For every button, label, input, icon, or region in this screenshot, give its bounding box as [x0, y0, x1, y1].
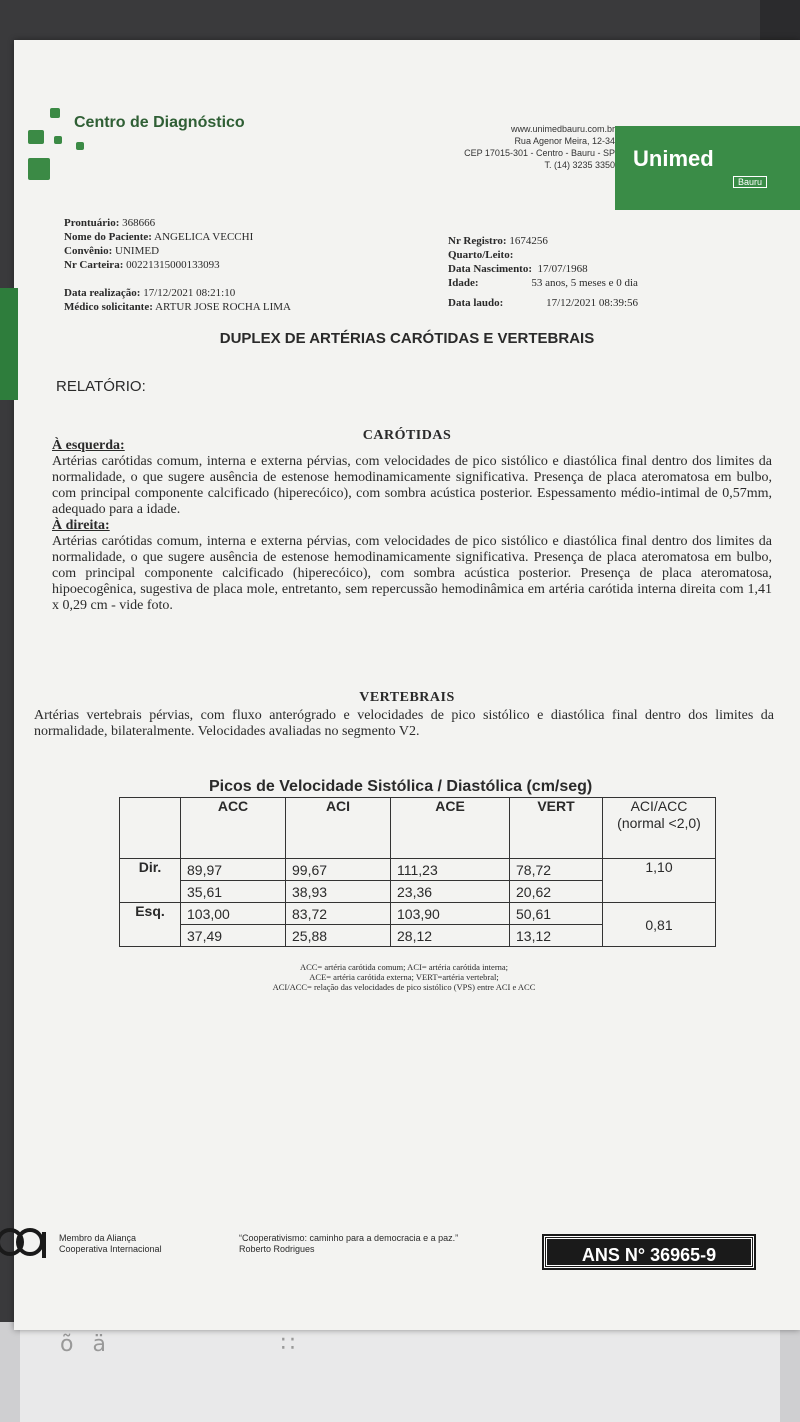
address-block — [464, 123, 615, 171]
vertebrais-title: VERTEBRAIS — [359, 690, 455, 705]
header-aci: ACI — [286, 798, 391, 859]
alliance-text — [59, 1233, 162, 1255]
table-legend — [204, 962, 604, 992]
patient-info-right — [448, 234, 638, 310]
convenio-label: Convênio: — [64, 245, 113, 257]
laudo-label: Data laudo: — [448, 297, 504, 309]
table-row — [120, 903, 716, 925]
carteira-label: Nr Carteira: — [64, 259, 124, 271]
registro-label: Nr Registro: — [448, 235, 507, 247]
medico-label: Médico solicitante: — [64, 301, 153, 313]
report-page — [14, 40, 800, 1330]
legend-line: ACI/ACC= relação das velocidades de pico sistólico (VPS) entre ACI e ACC — [272, 982, 536, 992]
velocity-table — [119, 797, 716, 947]
unimed-logo — [615, 126, 800, 210]
carteira-value: 00221315000133093 — [126, 259, 220, 271]
table-row — [120, 859, 716, 881]
ratio-esq: 0,81 — [603, 903, 716, 947]
row-label-dir: Dir. — [120, 859, 181, 903]
table-cell: 111,23 — [391, 859, 510, 881]
logo-square — [50, 108, 60, 118]
nome-value: ANGELICA VECCHI — [154, 231, 254, 243]
underlying-page: õ ä ∷ — [20, 1320, 780, 1422]
quote-text — [239, 1233, 458, 1255]
idade-value: 53 anos, 5 meses e 0 dia — [531, 277, 638, 289]
table-cell: 103,00 — [181, 903, 286, 925]
cep: CEP 17015-301 - Centro - Bauru - SP — [464, 148, 615, 158]
header-vert: VERT — [510, 798, 603, 859]
nome-label: Nome do Paciente: — [64, 231, 152, 243]
table-cell: 28,12 — [391, 925, 510, 947]
patient-info-left — [64, 216, 291, 314]
logo-square — [76, 142, 84, 150]
laudo-value: 17/12/2021 08:39:56 — [546, 297, 639, 309]
header-ratio: ACI/ACC (normal <2,0) — [603, 798, 716, 859]
street: Rua Agenor Meira, 12-34 — [514, 136, 615, 146]
table-cell: 23,36 — [391, 881, 510, 903]
relatorio-label: RELATÓRIO: — [56, 378, 146, 395]
logo-square — [54, 136, 62, 144]
carotidas-title: CARÓTIDAS — [362, 428, 452, 443]
data-realizacao-label: Data realização: — [64, 287, 141, 299]
corner-cell — [120, 798, 181, 859]
table-cell: 35,61 — [181, 881, 286, 903]
phone: T. (14) 3235 3350 — [544, 160, 615, 170]
report-title: DUPLEX DE ARTÉRIAS CARÓTIDAS E VERTEBRAIS — [219, 330, 595, 347]
table-cell: 99,67 — [286, 859, 391, 881]
unimed-city: Bauru — [733, 176, 767, 188]
table-cell: 25,88 — [286, 925, 391, 947]
table-cell: 83,72 — [286, 903, 391, 925]
row-label-esq: Esq. — [120, 903, 181, 947]
quote-author: Roberto Rodrigues — [239, 1244, 315, 1254]
quote-line: “Cooperativismo: caminho para a democracia e a paz.” — [239, 1233, 459, 1243]
alliance-line: Cooperativa Internacional — [59, 1244, 162, 1254]
vertebrais-text: Artérias vertebrais pérvias, com fluxo anterógrado e velocidades de pico sistólico e diastólica final dentro dos limites da normalidade, bilateralmente. Velocidades avaliadas no segmento V2. — [34, 708, 774, 739]
registro-value: 1674256 — [509, 235, 548, 247]
idade-label: Idade: — [448, 277, 479, 289]
table-cell: 38,93 — [286, 881, 391, 903]
header-acc: ACC — [181, 798, 286, 859]
table-caption: Picos de Velocidade Sistólica / Diastólica (cm/seg) — [209, 778, 593, 795]
unimed-name: Unimed — [633, 146, 714, 171]
direita-text: Artérias carótidas comum, interna e externa pérvias, com velocidades de pico sistólico e diastólica final dentro dos limites da normalidade, o que sugere ausência de estenose hemodinamicamente significativa. Presença de placa ateromatosa em bulbo, com principal componente calcificado (hiperecóico), com sombra acústica posterior. Presença de placa ateromatosa, hipoecogênica, sugestiva de placa mole, entretanto, sem repercussão hemodinâmica em artéria carótida interna direita com 1,41 x 0,29 cm - vide foto. — [52, 534, 772, 613]
table-cell: 78,72 — [510, 859, 603, 881]
data-realizacao-value: 17/12/2021 08:21:10 — [143, 287, 236, 299]
ratio-dir: 1,10 — [603, 859, 716, 903]
table-cell: 89,97 — [181, 859, 286, 881]
esquerda-title: À esquerda: — [52, 438, 125, 453]
alliance-line: Membro da Aliança — [59, 1233, 137, 1243]
convenio-value: UNIMED — [115, 245, 160, 257]
direita-title: À direita: — [52, 518, 110, 533]
carotidas-section — [52, 438, 772, 614]
table-cell: 20,62 — [510, 881, 603, 903]
website: www.unimedbauru.com.br — [510, 124, 615, 134]
ans-badge: ANS N° 36965-9 — [544, 1236, 754, 1268]
table-cell: 37,49 — [181, 925, 286, 947]
medico-value: ARTUR JOSE ROCHA LIMA — [155, 301, 291, 313]
logo-square — [28, 158, 50, 180]
brand-name: Centro de Diagnóstico — [74, 114, 245, 131]
legend-line: ACE= artéria carótida externa; VERT=artéria vertebral; — [309, 972, 499, 982]
table-cell: 50,61 — [510, 903, 603, 925]
nascimento-label: Data Nascimento: — [448, 263, 533, 275]
table-cell: 13,12 — [510, 925, 603, 947]
prontuario-label: Prontuário: — [64, 217, 120, 229]
table-cell: 103,90 — [391, 903, 510, 925]
prontuario-value: 368666 — [122, 217, 156, 229]
quarto-label: Quarto/Leito: — [448, 249, 514, 261]
nascimento-value: 17/07/1968 — [537, 263, 588, 275]
table-header-row — [120, 798, 716, 859]
coop-logo-icon — [0, 1224, 60, 1260]
logo-square — [28, 130, 44, 144]
esquerda-text: Artérias carótidas comum, interna e externa pérvias, com velocidades de pico sistólico e diastólica final dentro dos limites da normalidade, o que sugere ausência de estenose hemodinamicamente significativa. Presença de placa ateromatosa em bulbo, com principal componente calcificado (hiperecóico), com sombra acústica posterior. Espessamento médio-intimal de 0,57mm, adequado para a idade. — [52, 454, 772, 517]
legend-line: ACC= artéria carótida comum; ACI= artéria carótida interna; — [299, 962, 509, 972]
header-ace: ACE — [391, 798, 510, 859]
